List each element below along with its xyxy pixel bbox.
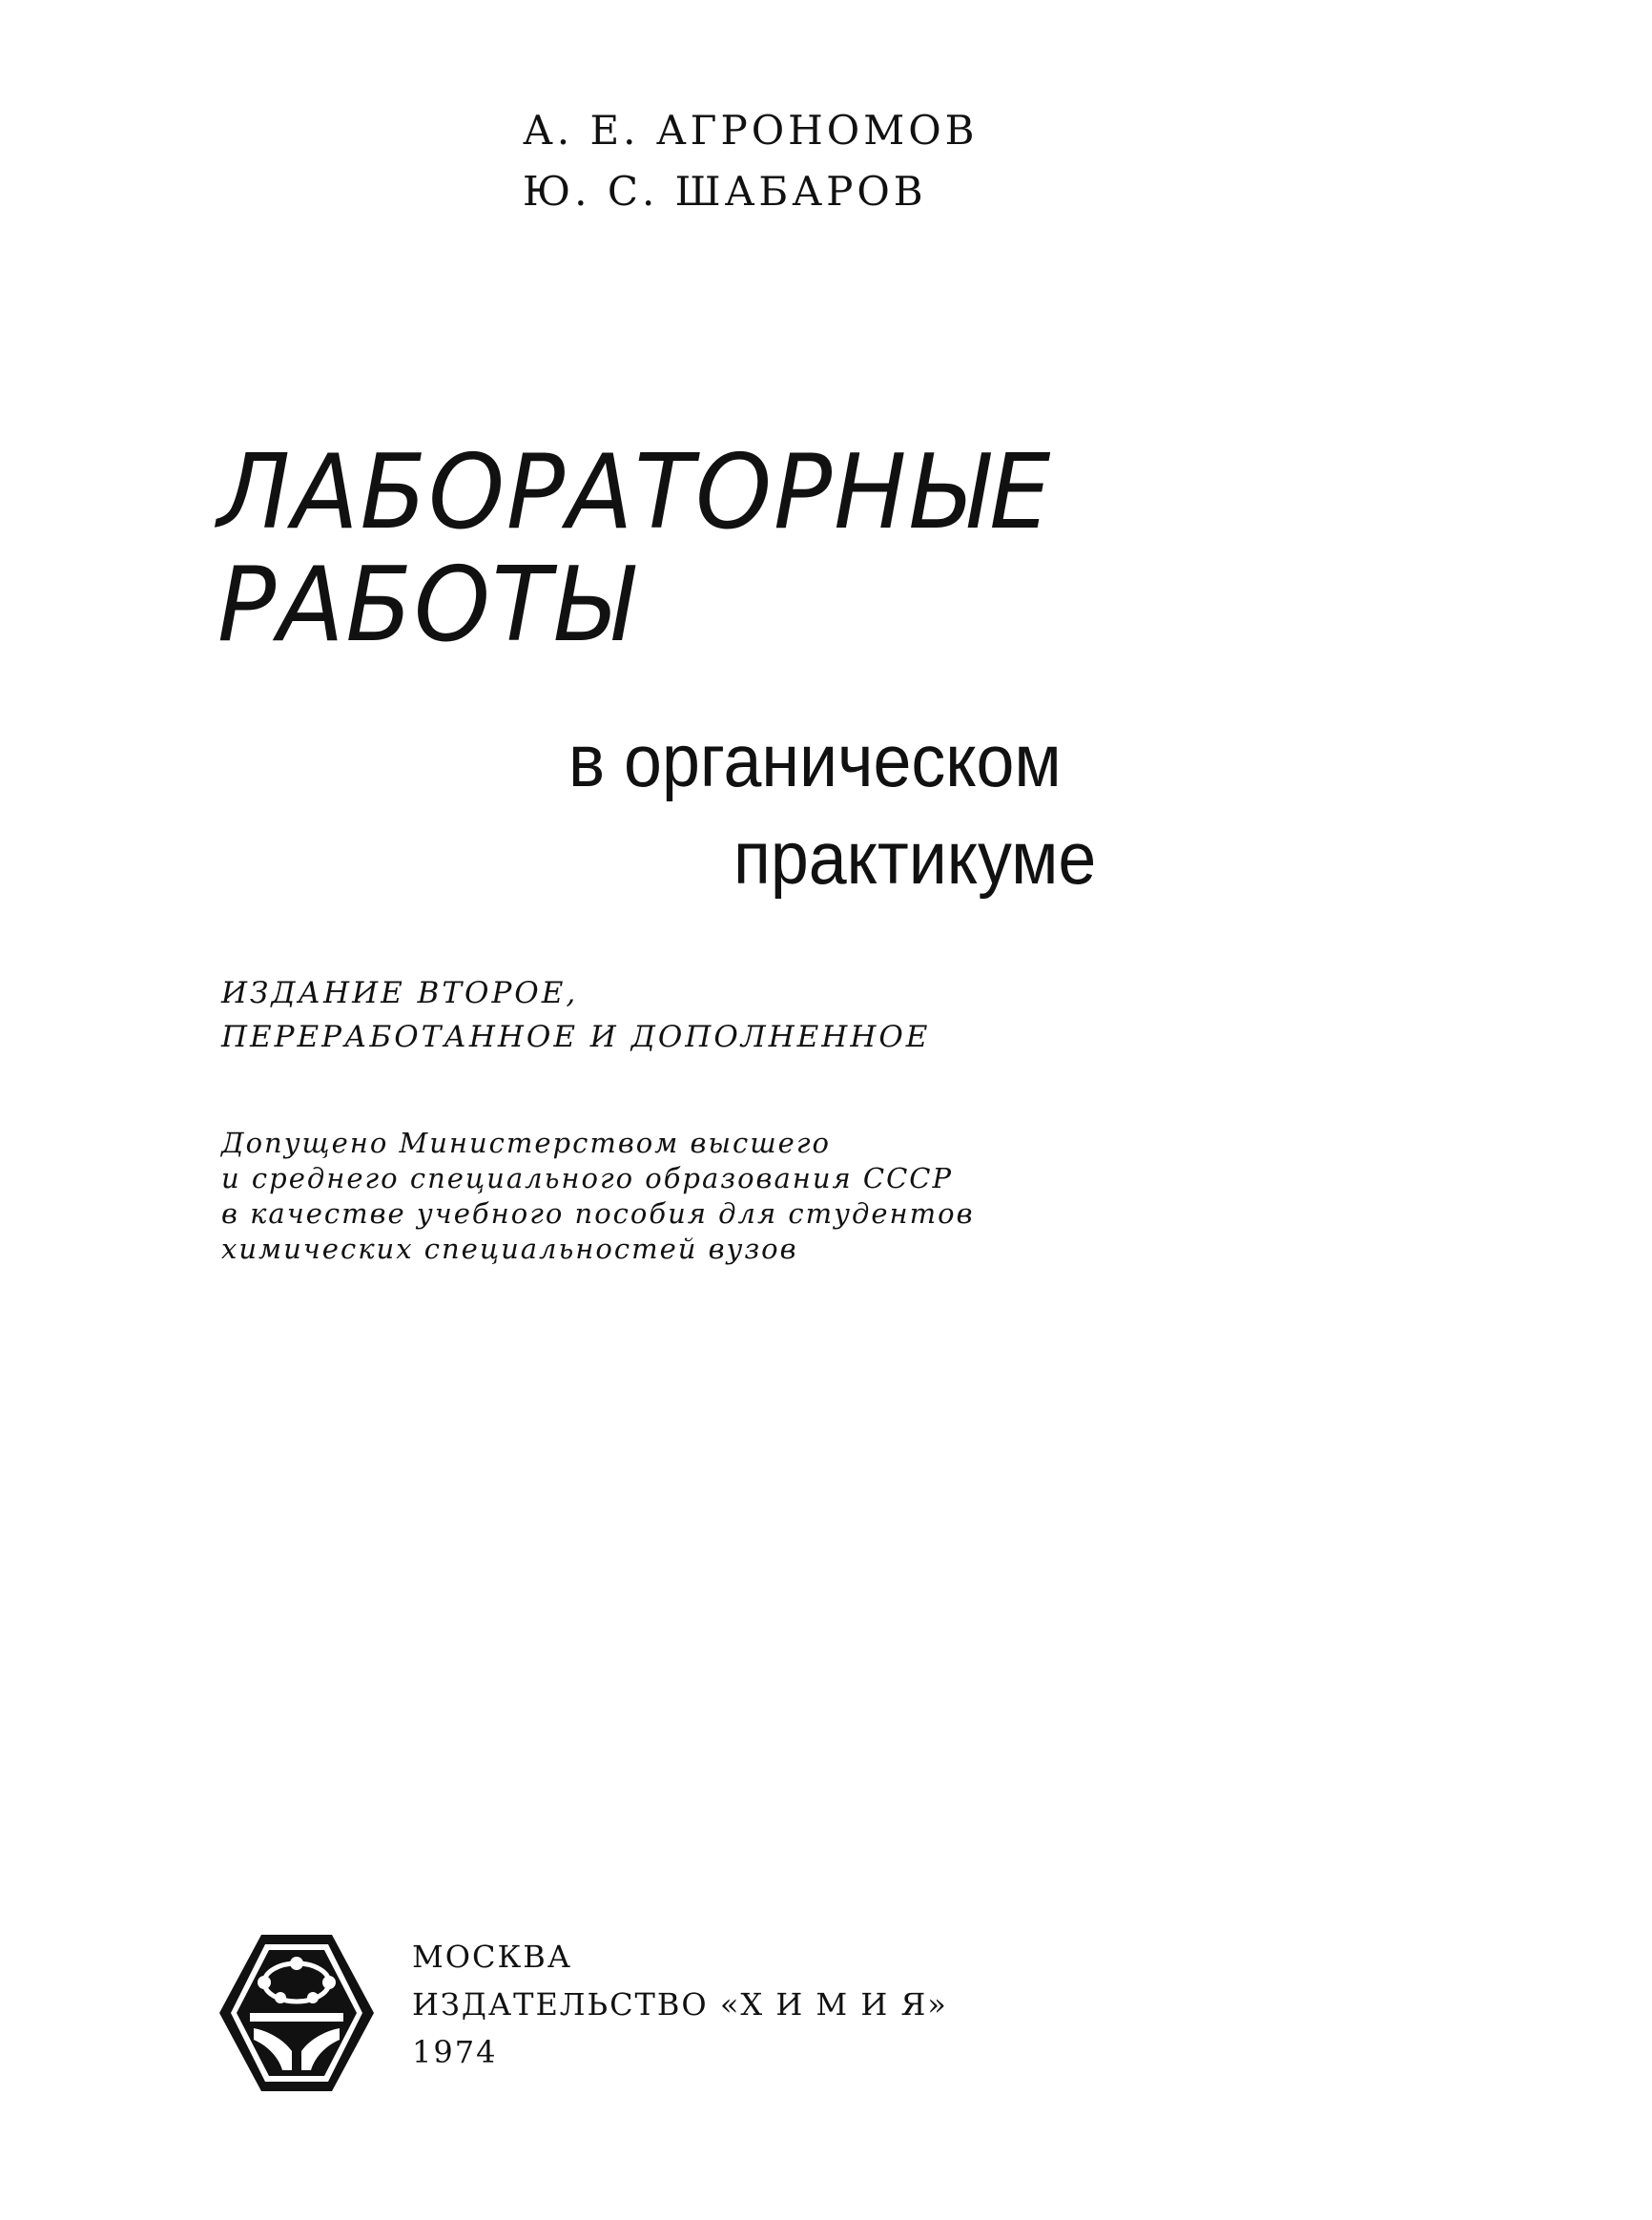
- approval-line: Допущено Министерством высшего: [221, 1127, 831, 1159]
- book-title: [217, 433, 1053, 665]
- author-name: А. Е. АГРОНОМОВ: [523, 107, 979, 154]
- edition-line: ПЕРЕРАБОТАННОЕ И ДОПОЛНЕННОЕ: [221, 1020, 931, 1054]
- book-title-line: РАБОТЫ: [217, 546, 634, 665]
- imprint-publisher: ИЗДАТЕЛЬСТВО «Х И М И Я»: [412, 1986, 948, 2023]
- edition-line: ИЗДАНИЕ ВТОРОЕ,: [221, 976, 579, 1010]
- book-subtitle-line: в органическом: [568, 718, 1062, 802]
- approval-note: [221, 1126, 974, 1267]
- book-title-line: ЛАБОРАТОРНЫЕ: [217, 433, 1053, 552]
- approval-line: в качестве учебного пособия для студентов: [221, 1197, 975, 1230]
- authors-block: [523, 100, 979, 222]
- imprint-city: МОСКВА: [412, 1939, 572, 1975]
- approval-line: и среднего специального образования СССР: [221, 1162, 954, 1194]
- approval-line: химических специальностей вузов: [221, 1233, 798, 1265]
- imprint-block: [412, 1933, 948, 2076]
- imprint-year: 1974: [412, 2034, 498, 2070]
- edition-note: [221, 971, 930, 1059]
- book-subtitle: [568, 712, 1096, 906]
- author-name: Ю. С. ШАБАРОВ: [523, 168, 927, 215]
- publisher-logo-icon: [216, 1931, 378, 2095]
- book-subtitle-line: практикуме: [733, 816, 1097, 900]
